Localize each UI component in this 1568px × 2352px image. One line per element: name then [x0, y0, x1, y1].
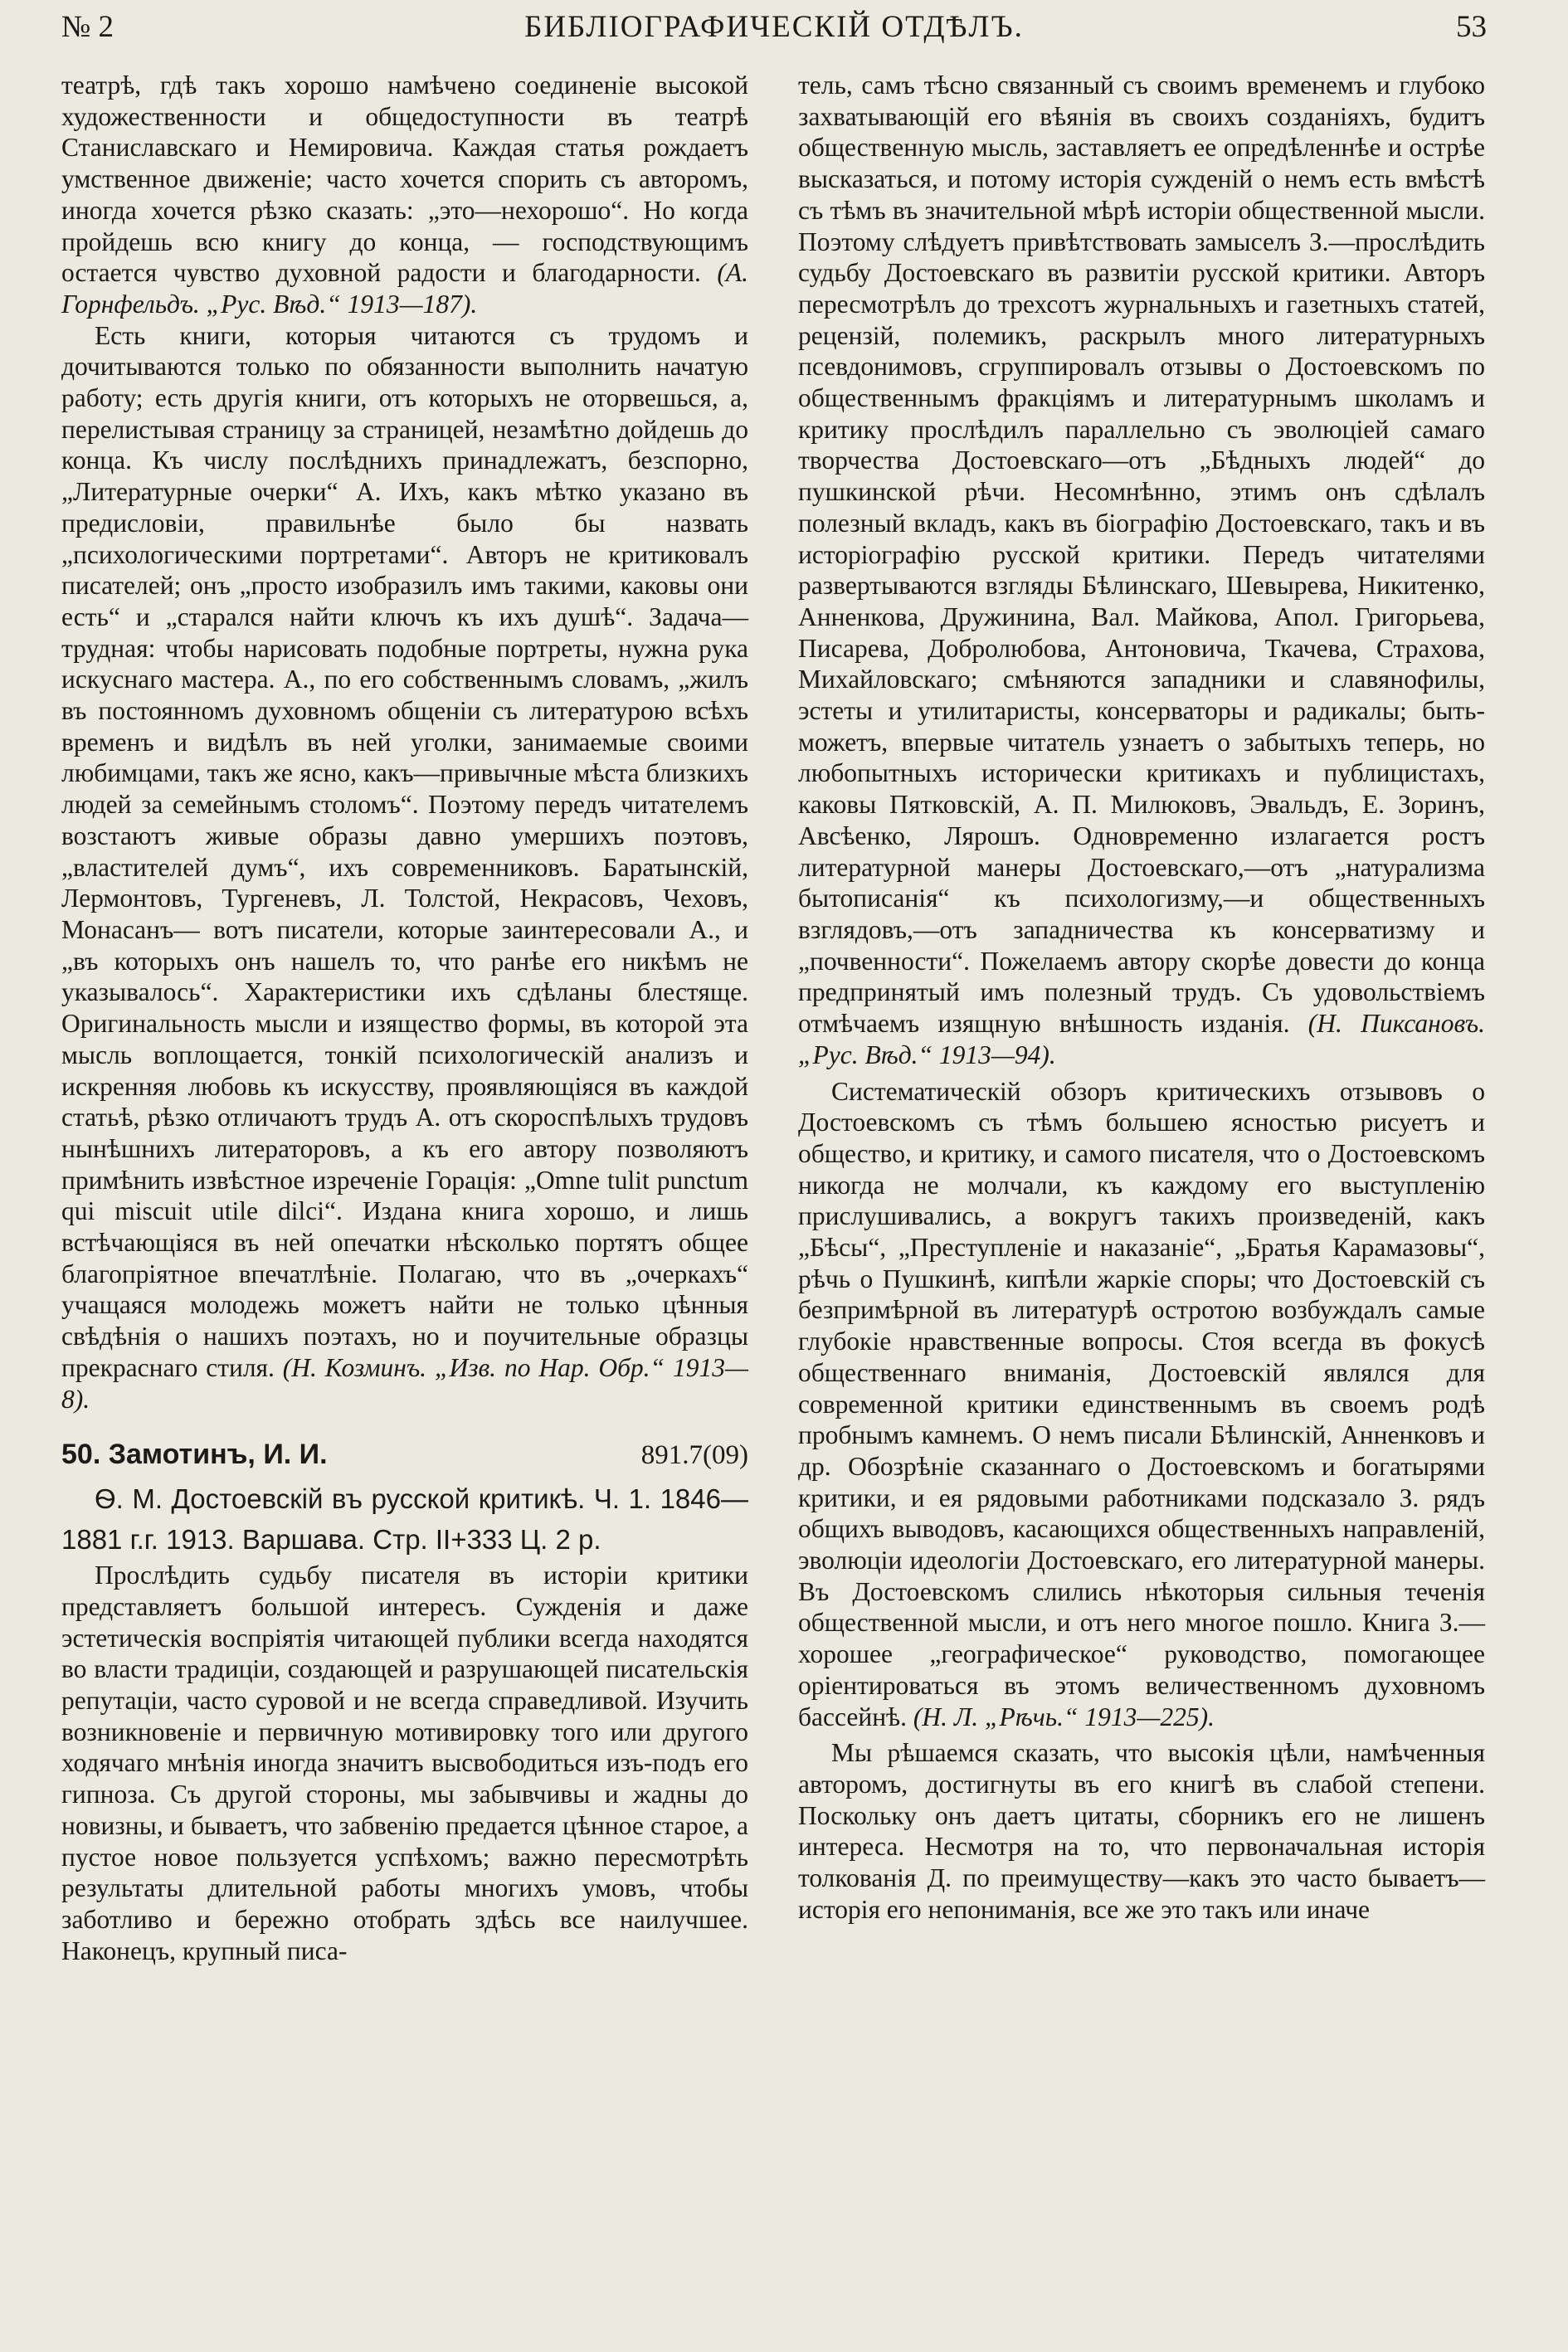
- review-paragraph: театрѣ, гдѣ такъ хорошо намѣчено соединеніе высокой художественности и общедоступности въ театрѣ Станиславскаго и Немировича. Каждая статья рождаетъ умственное движеніе; часто хочется спорить съ авторомъ, иногда хочется рѣзко сказать: „это—нехорошо“. Но когда пройдешь всю книгу до конца, — господствующимъ остается чувство духовной радости и благодарности. (А. Горнфельдъ. „Рус. Вѣд.“ 1913—187).: [61, 71, 749, 319]
- entry-author: 50. Замотинъ, И. И.: [61, 1439, 328, 1471]
- review-paragraph: тель, самъ тѣсно связанный съ своимъ временемъ и глубоко захватывающій его вѣянія въ своихъ созданіяхъ, будитъ общественную мысль, заставляетъ ее опредѣленнѣе и острѣе высказаться, и потому исторія сужденій о немъ есть вмѣстѣ съ тѣмъ въ значительной мѣрѣ исторіи общественной мысли. Поэтому слѣдуетъ привѣтствовать замыселъ З.—прослѣдить судьбу Достоевскаго въ развитіи русской критики. Авторъ пересмотрѣлъ до трехсотъ журнальныхъ и газетныхъ статей, рецензій, полемикъ, раскрылъ много литературныхъ псевдонимовъ, сгруппировалъ отзывы о Достоевскомъ по общественнымъ фракціямъ и литературнымъ школамъ и критику прослѣдилъ параллельно съ эволюціей самаго творчества Достоевскаго—отъ „Бѣдныхъ людей“ до пушкинской рѣчи. Несомнѣнно, этимъ онъ сдѣлалъ полезный вкладъ, какъ въ біографію Достоевскаго, такъ и въ исторіографію русской критики. Передъ читателями развертываются взгляды Бѣлинскаго, Шевырева, Никитенко, Анненкова, Дружинина, Вал. Майкова, Апол. Григорьева, Писарева, Добролюбова, Антоновича, Ткачева, Страхова, Михайловскаго; смѣняются западники и славянофилы, эстеты и утилитаристы, консерваторы и радикалы; быть-можетъ, впервые читатель узнаетъ о забытыхъ теперь, но любопытныхъ исторически критикахъ и публицистахъ, каковы Пятковскій, А. П. Милюковъ, Эвальдъ, Е. Зоринъ, Авсѣенко, Лярошъ. Одновременно излагается ростъ литературной манеры Достоевскаго,—отъ „натурализма бытописанія“ къ психологизму,—и общественныхъ взглядовъ,—отъ западничества къ консерватизму и „почвенности“. Пожелаемъ автору скорѣе довести до конца предпринятый имъ полезный трудъ. Съ удовольствіемъ отмѣчаемъ изящную внѣшность изданія. (Н. Пиксановъ. „Рус. Вѣд.“ 1913—94).: [798, 71, 1485, 1069]
- entry-classification: 891.7(09): [640, 1440, 748, 1471]
- review-citation: (Н. Пиксановъ. „Рус. Вѣд.“ 1913—94).: [798, 1009, 1485, 1069]
- entry-title: Ѳ. М. Достоевскій въ русской критикѣ. Ч. 1. 1846—1881 г.г. 1913. Варшава. Стр. II+333 Ц. 2 р.: [61, 1483, 748, 1556]
- review-paragraph: Прослѣдить судьбу писателя въ исторіи критики представляетъ большой интересъ. Сужденія и даже эстетическія воспріятія читающей публики всегда находятся во власти традиціи, создающей и разрушающей писательскія репутаціи, часто суровой и не всегда справедливой. Изучить возникновеніе и первичную мотивировку того или другого ходячаго мнѣнія иногда значитъ высвободиться изъ-подъ его гипноза. Съ другой стороны, мы забывчивы и жадны до новизны, и бываетъ, что забвенію предается цѣнное старое, а пустое новое пользуется успѣхомъ; важно пересмотрѣть результаты длительной работы многихъ умовъ, чтобы заботливо и бережно отобрать здѣсь все наилучшее. Наконецъ, крупный писа-: [61, 1561, 748, 1965]
- review-paragraph: Систематическій обзоръ критическихъ отзывовъ о Достоевскомъ съ тѣмъ большею ясностью рисуетъ и общество, и критику, и самого писателя, что о Достоевскомъ никогда не молчали, къ каждому его выступленію прислушивались, а вокругъ такихъ произведеній, какъ „Бѣсы“, „Преступленіе и наказаніе“, „Братья Карамазовы“, рѣчь о Пушкинѣ, кипѣли жаркіе споры; что Достоевскій съ безпримѣрной въ литературѣ остротою возбуждалъ самые глубокіе нравственные вопросы. Стоя всегда въ фокусѣ общественнаго вниманія, Достоевскій являлся для современной критики единственнымъ въ своемъ родѣ пробнымъ камнемъ. О немъ писали Бѣлинскій, Анненковъ и др. Обозрѣніе сказаннаго о Достоевскомъ и богатырями критики, и ея рядовыми работниками подсказало З. рядъ общихъ выводовъ, касающихся общественныхъ направленій, эволюціи идеологіи Достоевскаго, его литературной манеры. Въ Достоевскомъ слились нѣкоторыя сильныя теченія общественной мысли, и отъ него многое пошло. Книга З.—хорошее „географическое“ руководство, помогающее оріентироваться въ этомъ величественномъ духовномъ бассейнѣ. (Н. Л. „Рѣчь.“ 1913—225).: [798, 1076, 1485, 1731]
- section-title: БИБЛІОГРАФИЧЕСКІЙ ОТДѢЛЪ.: [524, 10, 1024, 44]
- review-citation: (А. Горнфельдъ. „Рус. Вѣд.“ 1913—187).: [61, 258, 749, 319]
- entry-heading: [61, 1436, 748, 1473]
- right-column: [798, 70, 1485, 1925]
- page-number: 53: [1456, 10, 1487, 44]
- review-citation: (Н. Козминъ. „Изв. по Нар. Обр.“ 1913—8).: [61, 1352, 748, 1414]
- left-column: [61, 70, 748, 1966]
- review-citation: (Н. Л. „Рѣчь.“ 1913—225).: [913, 1702, 1215, 1731]
- page-header: [61, 0, 1487, 58]
- issue-number: № 2: [61, 10, 114, 44]
- review-paragraph: Есть книги, которыя читаются съ трудомъ и дочитываются только по обязанности выполнить начатую работу; есть другія книги, отъ которыхъ не оторвешься, а, перелистывая страницу за страницей, незамѣтно дойдешь до конца. Къ числу послѣднихъ принадлежатъ, безспорно, „Литературные очерки“ А. Ихъ, какъ мѣтко указано въ предисловіи, правильнѣе было бы назвать „психологическими портретами“. Авторъ не критиковалъ писателей; онъ „просто изобразилъ имъ такими, каковы они есть“ и „старался найти ключъ къ ихъ душѣ“. Задача—трудная: чтобы нарисовать подобные портреты, нужна рука искуснаго мастера. А., по его собственнымъ словамъ, „жилъ въ постоянномъ духовномъ общеніи съ литературою всѣхъ временъ и видѣлъ въ ней уголки, занимаемые своими любимцами, такъ же ясно, какъ—привычные мѣста близкихъ людей за семейнымъ столомъ“. Поэтому передъ читателемъ возстаютъ живые образы давно умершихъ поэтовъ, „властителей думъ“, ихъ современниковъ. Баратынскій, Лермонтовъ, Тургеневъ, Л. Толстой, Некрасовъ, Чеховъ, Монасанъ— вотъ писатели, которые заинтересовали А., и „въ которыхъ онъ нашелъ то, что ранѣе его никѣмъ не указывалось“. Характеристики ихъ сдѣланы блестяще. Оригинальность мысли и изящество формы, въ которой эта мысль воплощается, тонкій психологическій анализъ и искренняя любовь къ искусству, проявляющіяся въ каждой статьѣ, рѣзко отличаютъ трудъ А. отъ скороспѣлыхъ трудовъ нынѣшнихъ литераторовъ, а къ его автору позволяютъ примѣнить извѣстное изреченіе Горація: „Omne tulit punctum qui miscuit utile dilci“. Издана книга хорошо, и лишь встѣчающіяся въ ней опечатки нѣсколько портятъ общее благопріятное впечатлѣніе. Полагаю, что въ „очеркахъ“ учащаяся молодежь можетъ найти не только цѣнныя свѣдѣнія о нашихъ поэтахъ, но и поучительные образцы прекраснаго стиля. (Н. Козминъ. „Изв. по Нар. Обр.“ 1913—8).: [61, 320, 748, 1414]
- review-paragraph: Мы рѣшаемся сказать, что высокія цѣли, намѣченныя авторомъ, достигнуты въ его книгѣ въ слабой степени. Поскольку онъ даетъ цитаты, сборникъ его не лишенъ интереса. Несмотря на то, что первоначальная исторія толкованія Д. по преимуществу—какъ это часто бываетъ—исторія его непониманія, все же это такъ или иначе: [798, 1738, 1485, 1924]
